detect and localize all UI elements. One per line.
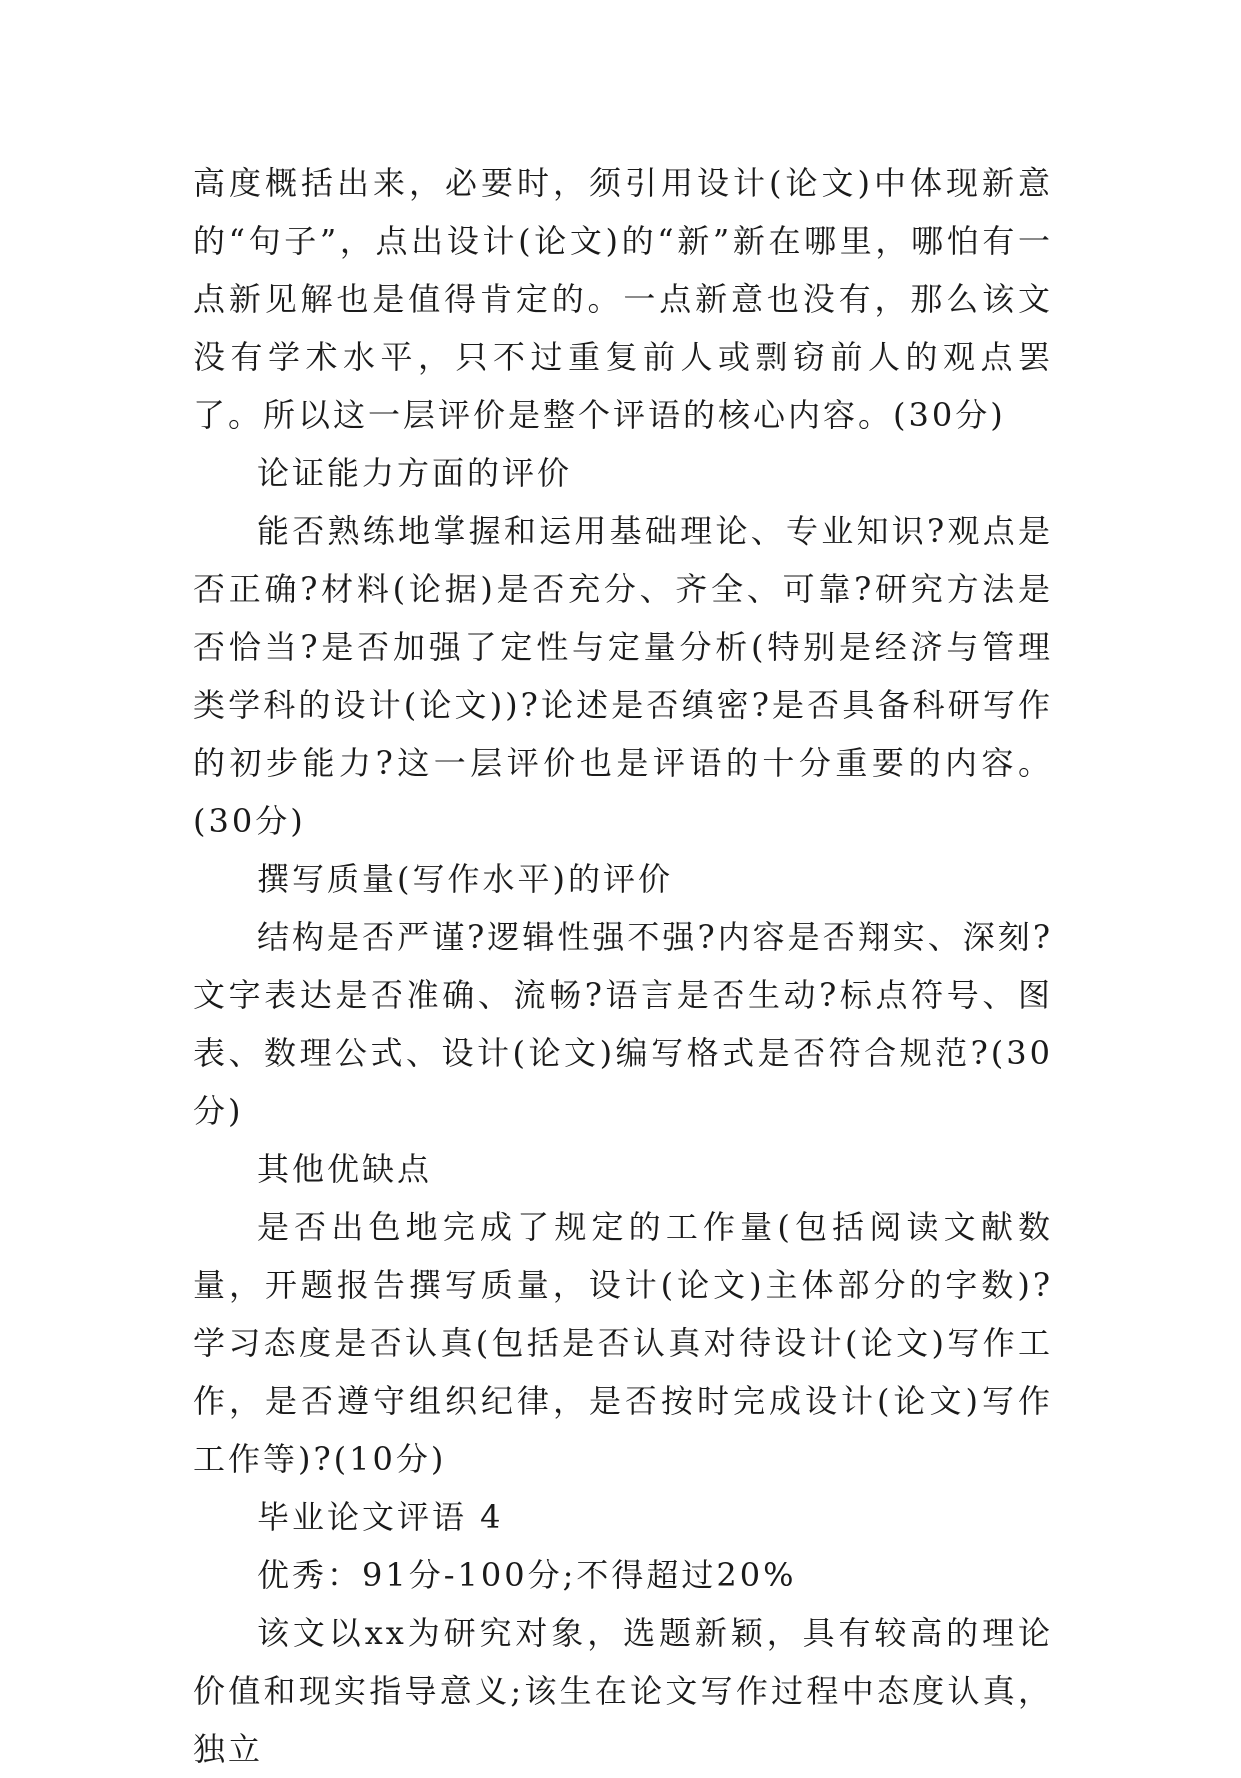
paragraph-excellent-comment: 该文以xx为研究对象，选题新颖，具有较高的理论价值和现实指导意义;该生在论文写作过程中态度认真，独立 bbox=[193, 1614, 1053, 1768]
heading-thesis-comment-4: 毕业论文评语 4 bbox=[257, 1498, 504, 1536]
paragraph-innovation-continued: 高度概括出来，必要时，须引用设计(论文)中体现新意的“句子”，点出设计(论文)的“新”新在哪里，哪怕有一点新见解也是值得肯定的。一点新意也没有，那么该文没有学术水平，只不过重复前人或剽窃前人的观点罢了。所以这一层评价是整个评语的核心内容。(30分) bbox=[193, 164, 1053, 434]
paragraph-argumentation-ability: 能否熟练地掌握和运用基础理论、专业知识?观点是否正确?材料(论据)是否充分、齐全、可靠?研究方法是否恰当?是否加强了定性与定量分析(特别是经济与管理类学科的设计(论文))?论述是否缜密?是否具备科研写作的初步能力?这一层评价也是评语的十分重要的内容。(30分) bbox=[193, 512, 1053, 840]
document-body bbox=[193, 154, 1053, 1778]
heading-argumentation-ability: 论证能力方面的评价 bbox=[257, 454, 573, 492]
heading-other-merits: 其他优缺点 bbox=[257, 1150, 433, 1188]
grade-excellent-line: 优秀：91分-100分;不得超过20% bbox=[257, 1556, 797, 1594]
heading-writing-quality: 撰写质量(写作水平)的评价 bbox=[257, 860, 673, 898]
paragraph-other-merits: 是否出色地完成了规定的工作量(包括阅读文献数量，开题报告撰写质量，设计(论文)主体部分的字数)?学习态度是否认真(包括是否认真对待设计(论文)写作工作，是否遵守组织纪律，是否按时完成设计(论文)写作工作等)?(10分) bbox=[193, 1208, 1053, 1478]
paragraph-writing-quality: 结构是否严谨?逻辑性强不强?内容是否翔实、深刻?文字表达是否准确、流畅?语言是否生动?标点符号、图表、数理公式、设计(论文)编写格式是否符合规范?(30分) bbox=[193, 918, 1053, 1130]
